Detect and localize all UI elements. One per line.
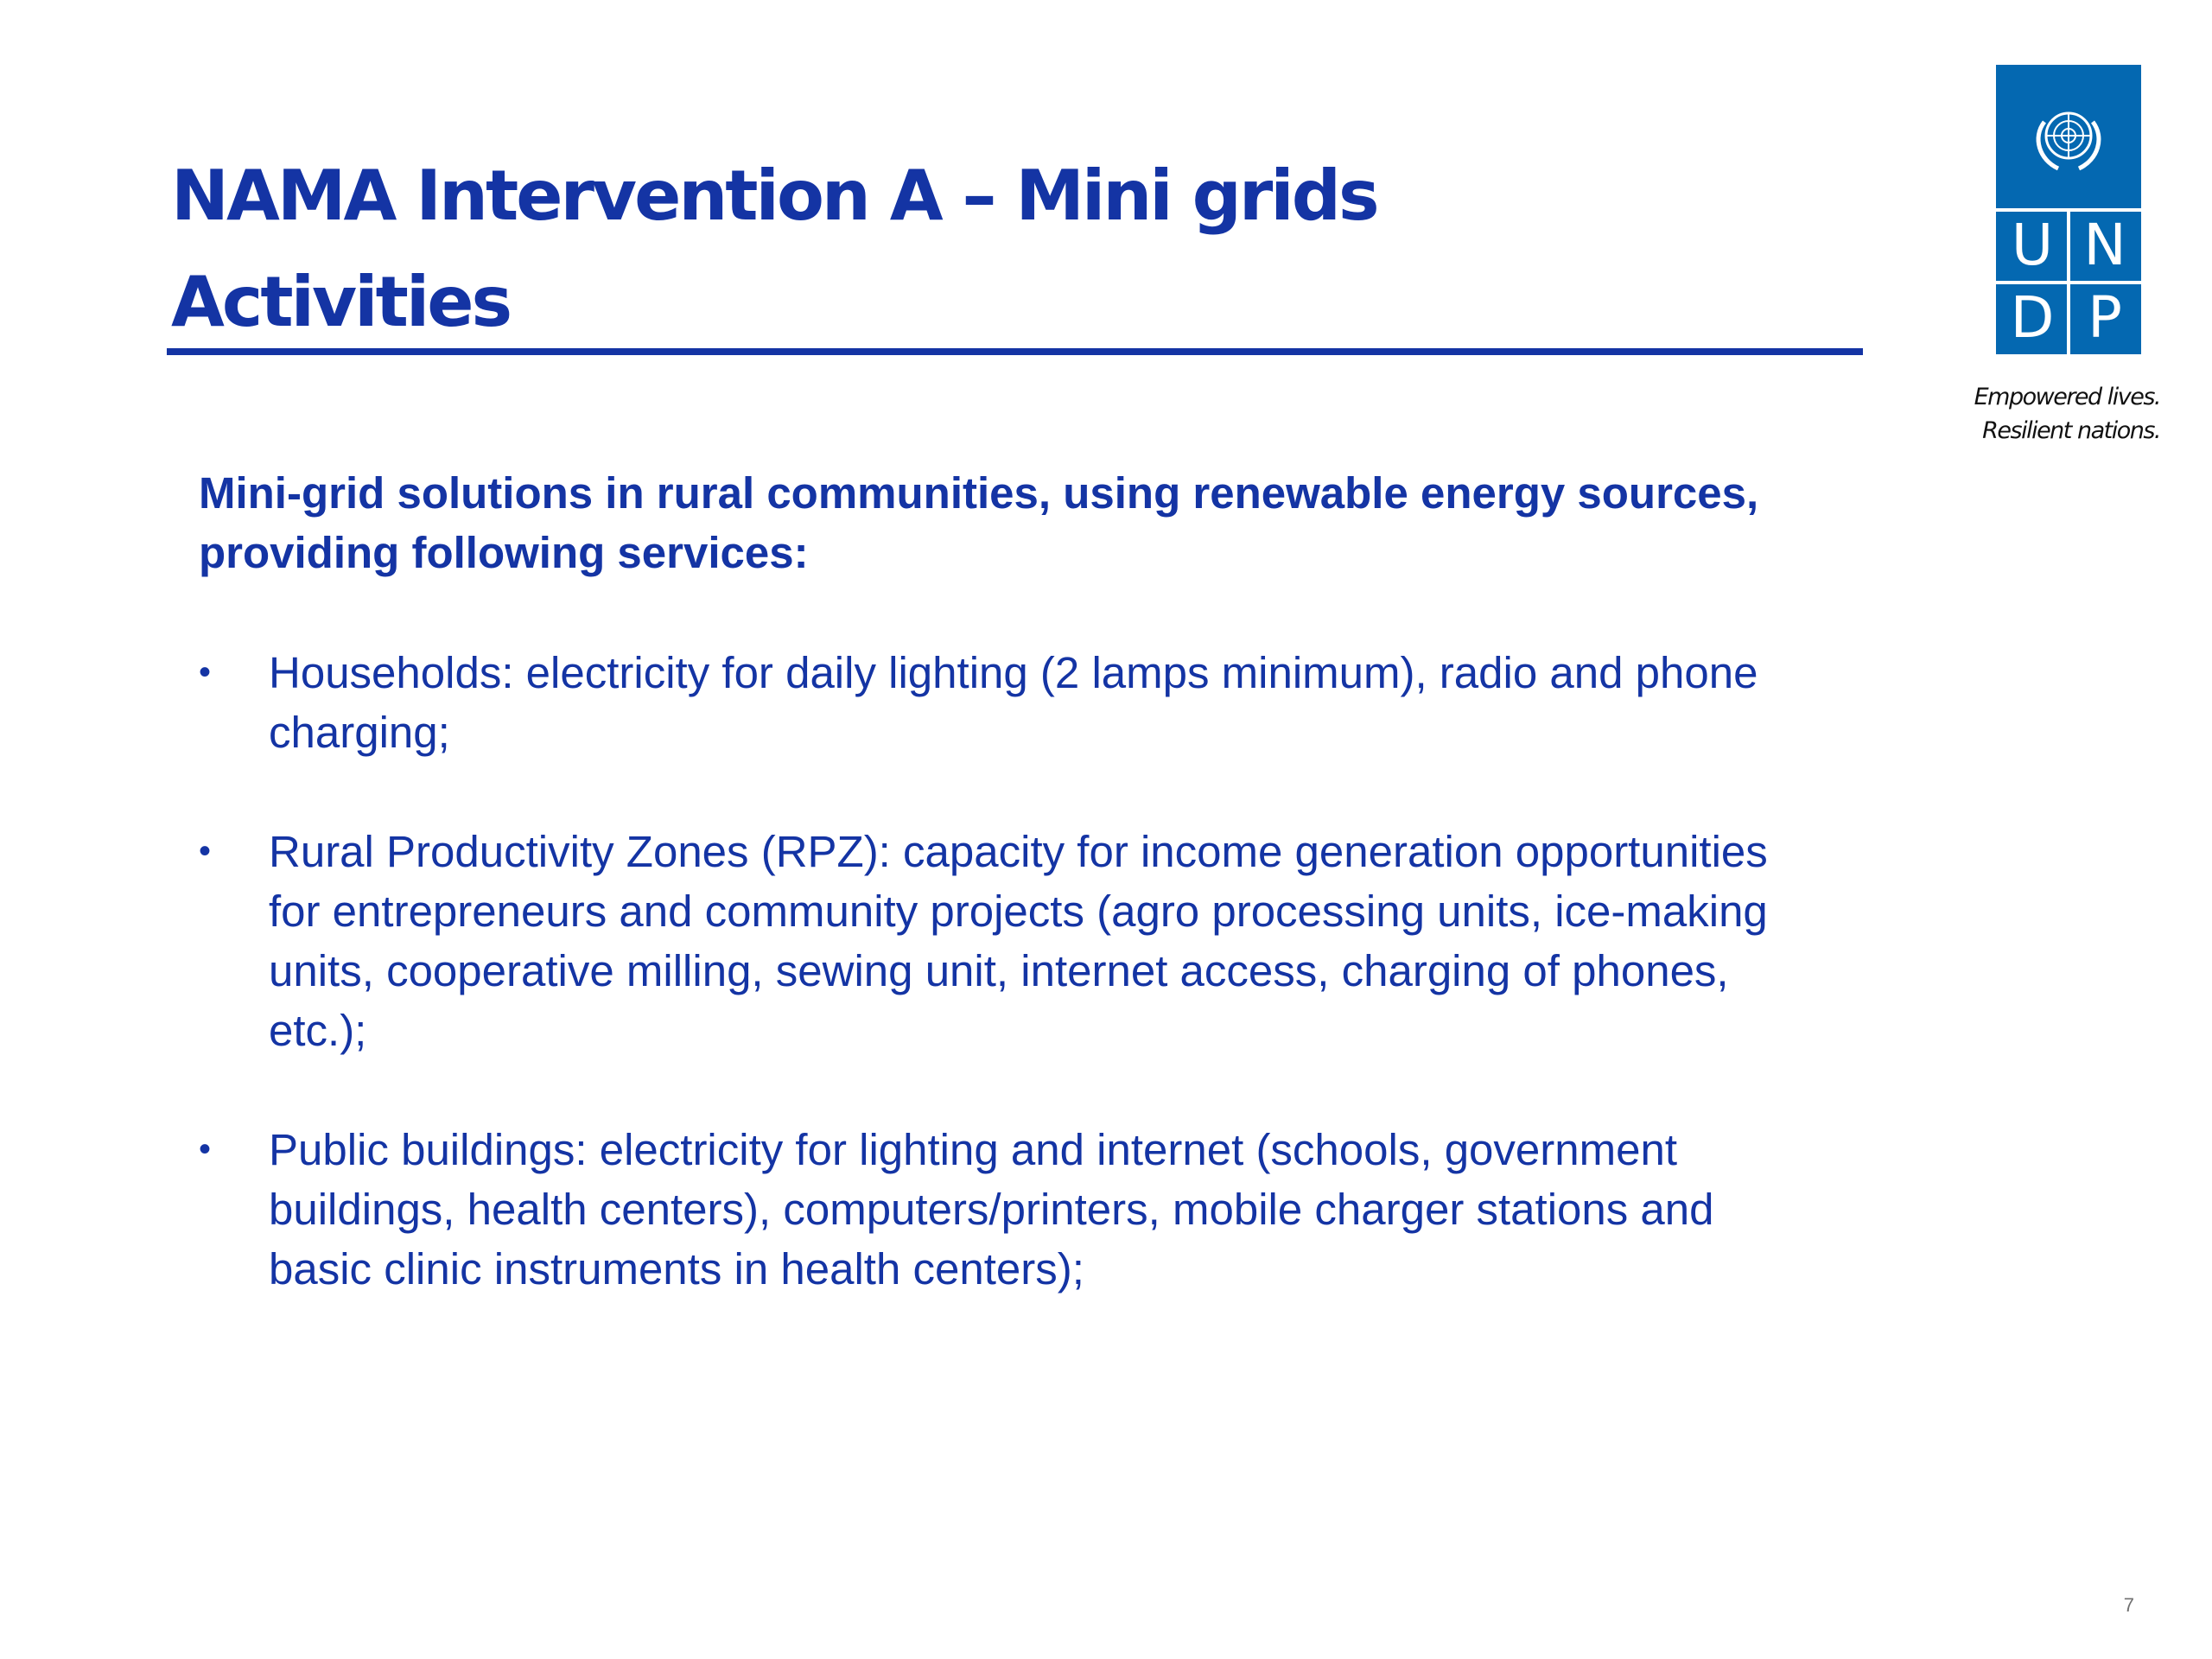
title-divider [167,348,1863,355]
slide-title-line-2: Activities [171,262,511,342]
bullet-public-buildings [199,1120,1823,1299]
tagline-line-1: Empowered lives. [1974,384,2160,410]
slide-title [171,143,1856,355]
logo-letter-d: D [2010,284,2055,351]
bullet-marker: • [199,832,212,870]
tagline-line-2: Resilient nations. [1982,417,2160,444]
slide-title-line-1: NAMA Intervention A – Mini grids [171,156,1377,236]
bullet-households [199,643,1823,762]
intro-paragraph: Mini-grid solutions in rural communities, using renewable energy sources, providing following services: [199,468,1759,577]
bullet-text: Rural Productivity Zones (RPZ): capacity for income generation opportunities for entrepreneurs and community projects (agro processing units, ice-making units, cooperative milling, sewing unit, internet access, charging of phones, etc.); [269,827,1768,1055]
undp-logo [1996,65,2141,354]
logo-letter-p: P [2088,284,2122,351]
bullet-rural-productivity-zones [199,822,1823,1060]
logo-tagline [1901,380,2160,448]
bullet-marker: • [199,1130,212,1168]
bullet-marker: • [199,653,212,691]
services-list [199,643,1823,1299]
bullet-text: Public buildings: electricity for lighting and internet (schools, government buildings, health centers), computers/printers, mobile charger stations and basic clinic instruments in health centers); [269,1125,1714,1294]
bullet-text: Households: electricity for daily lighting (2 lamps minimum), radio and phone charging; [269,648,1758,757]
slide-body [199,463,1823,1358]
logo-letter-u: U [2011,212,2054,278]
undp-logo-graphic [1996,65,2141,354]
logo-letter-n: N [2083,212,2126,278]
page-number: 7 [2123,1594,2134,1616]
